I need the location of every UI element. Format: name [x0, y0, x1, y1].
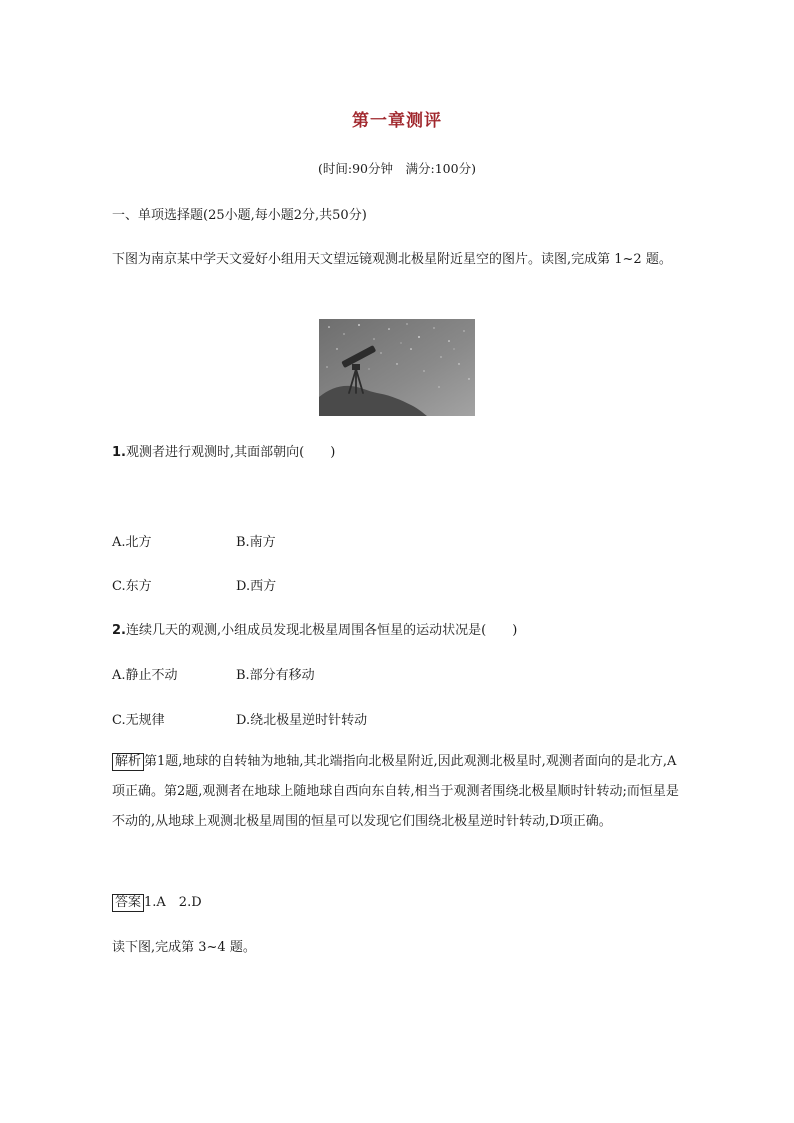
section-heading: 一、单项选择题(25小题,每小题2分,共50分) [112, 208, 367, 223]
analysis-label: 解析 [112, 753, 144, 771]
intro-text-2: 读下图,完成第 3~4 题。 [112, 940, 256, 955]
q1-option-d[interactable]: D.西方 [236, 579, 277, 594]
answer-text: 1.A 2.D [144, 895, 202, 910]
telescope-photo [319, 319, 475, 416]
intro-text: 下图为南京某中学天文爱好小组用天文望远镜观测北极星附近星空的图片。读图,完成第 1~2 题。 [112, 252, 672, 267]
q2-option-c[interactable]: C.无规律 [112, 713, 165, 728]
q2-option-b[interactable]: B.部分有移动 [236, 668, 315, 683]
q1-option-a[interactable]: A.北方 [112, 535, 152, 550]
analysis-text: 第1题,地球的自转轴为地轴,其北端指向北极星附近,因此观测北极星时,观测者面向的是北方,A项正确。第2题,观测者在地球上随地球自西向东自转,相当于观测者围绕北极星顺时针转动;而恒星是不动的,从地球上观测北极星周围的恒星可以发现它们围绕北极星逆时针转动,D项正确。 [112, 754, 679, 829]
question-2-number: 2. [112, 623, 126, 638]
question-1-number: 1. [112, 445, 126, 460]
q1-option-c[interactable]: C.东方 [112, 579, 152, 594]
question-1 [112, 441, 335, 460]
question-2 [112, 619, 517, 638]
q1-option-b[interactable]: B.南方 [236, 535, 276, 550]
answer-label: 答案 [112, 894, 144, 912]
question-1-stem: 观测者进行观测时,其面部朝向( ) [125, 445, 336, 460]
answer-line [112, 891, 202, 912]
analysis-paragraph [112, 747, 684, 837]
q2-option-a[interactable]: A.静止不动 [112, 668, 178, 683]
q2-option-d[interactable]: D.绕北极星逆时针转动 [236, 713, 368, 728]
page-title: 第一章测评 [352, 111, 442, 131]
question-2-stem: 连续几天的观测,小组成员发现北极星周围各恒星的运动状况是( ) [125, 623, 518, 638]
exam-info: (时间:90分钟 满分:100分) [318, 161, 476, 176]
